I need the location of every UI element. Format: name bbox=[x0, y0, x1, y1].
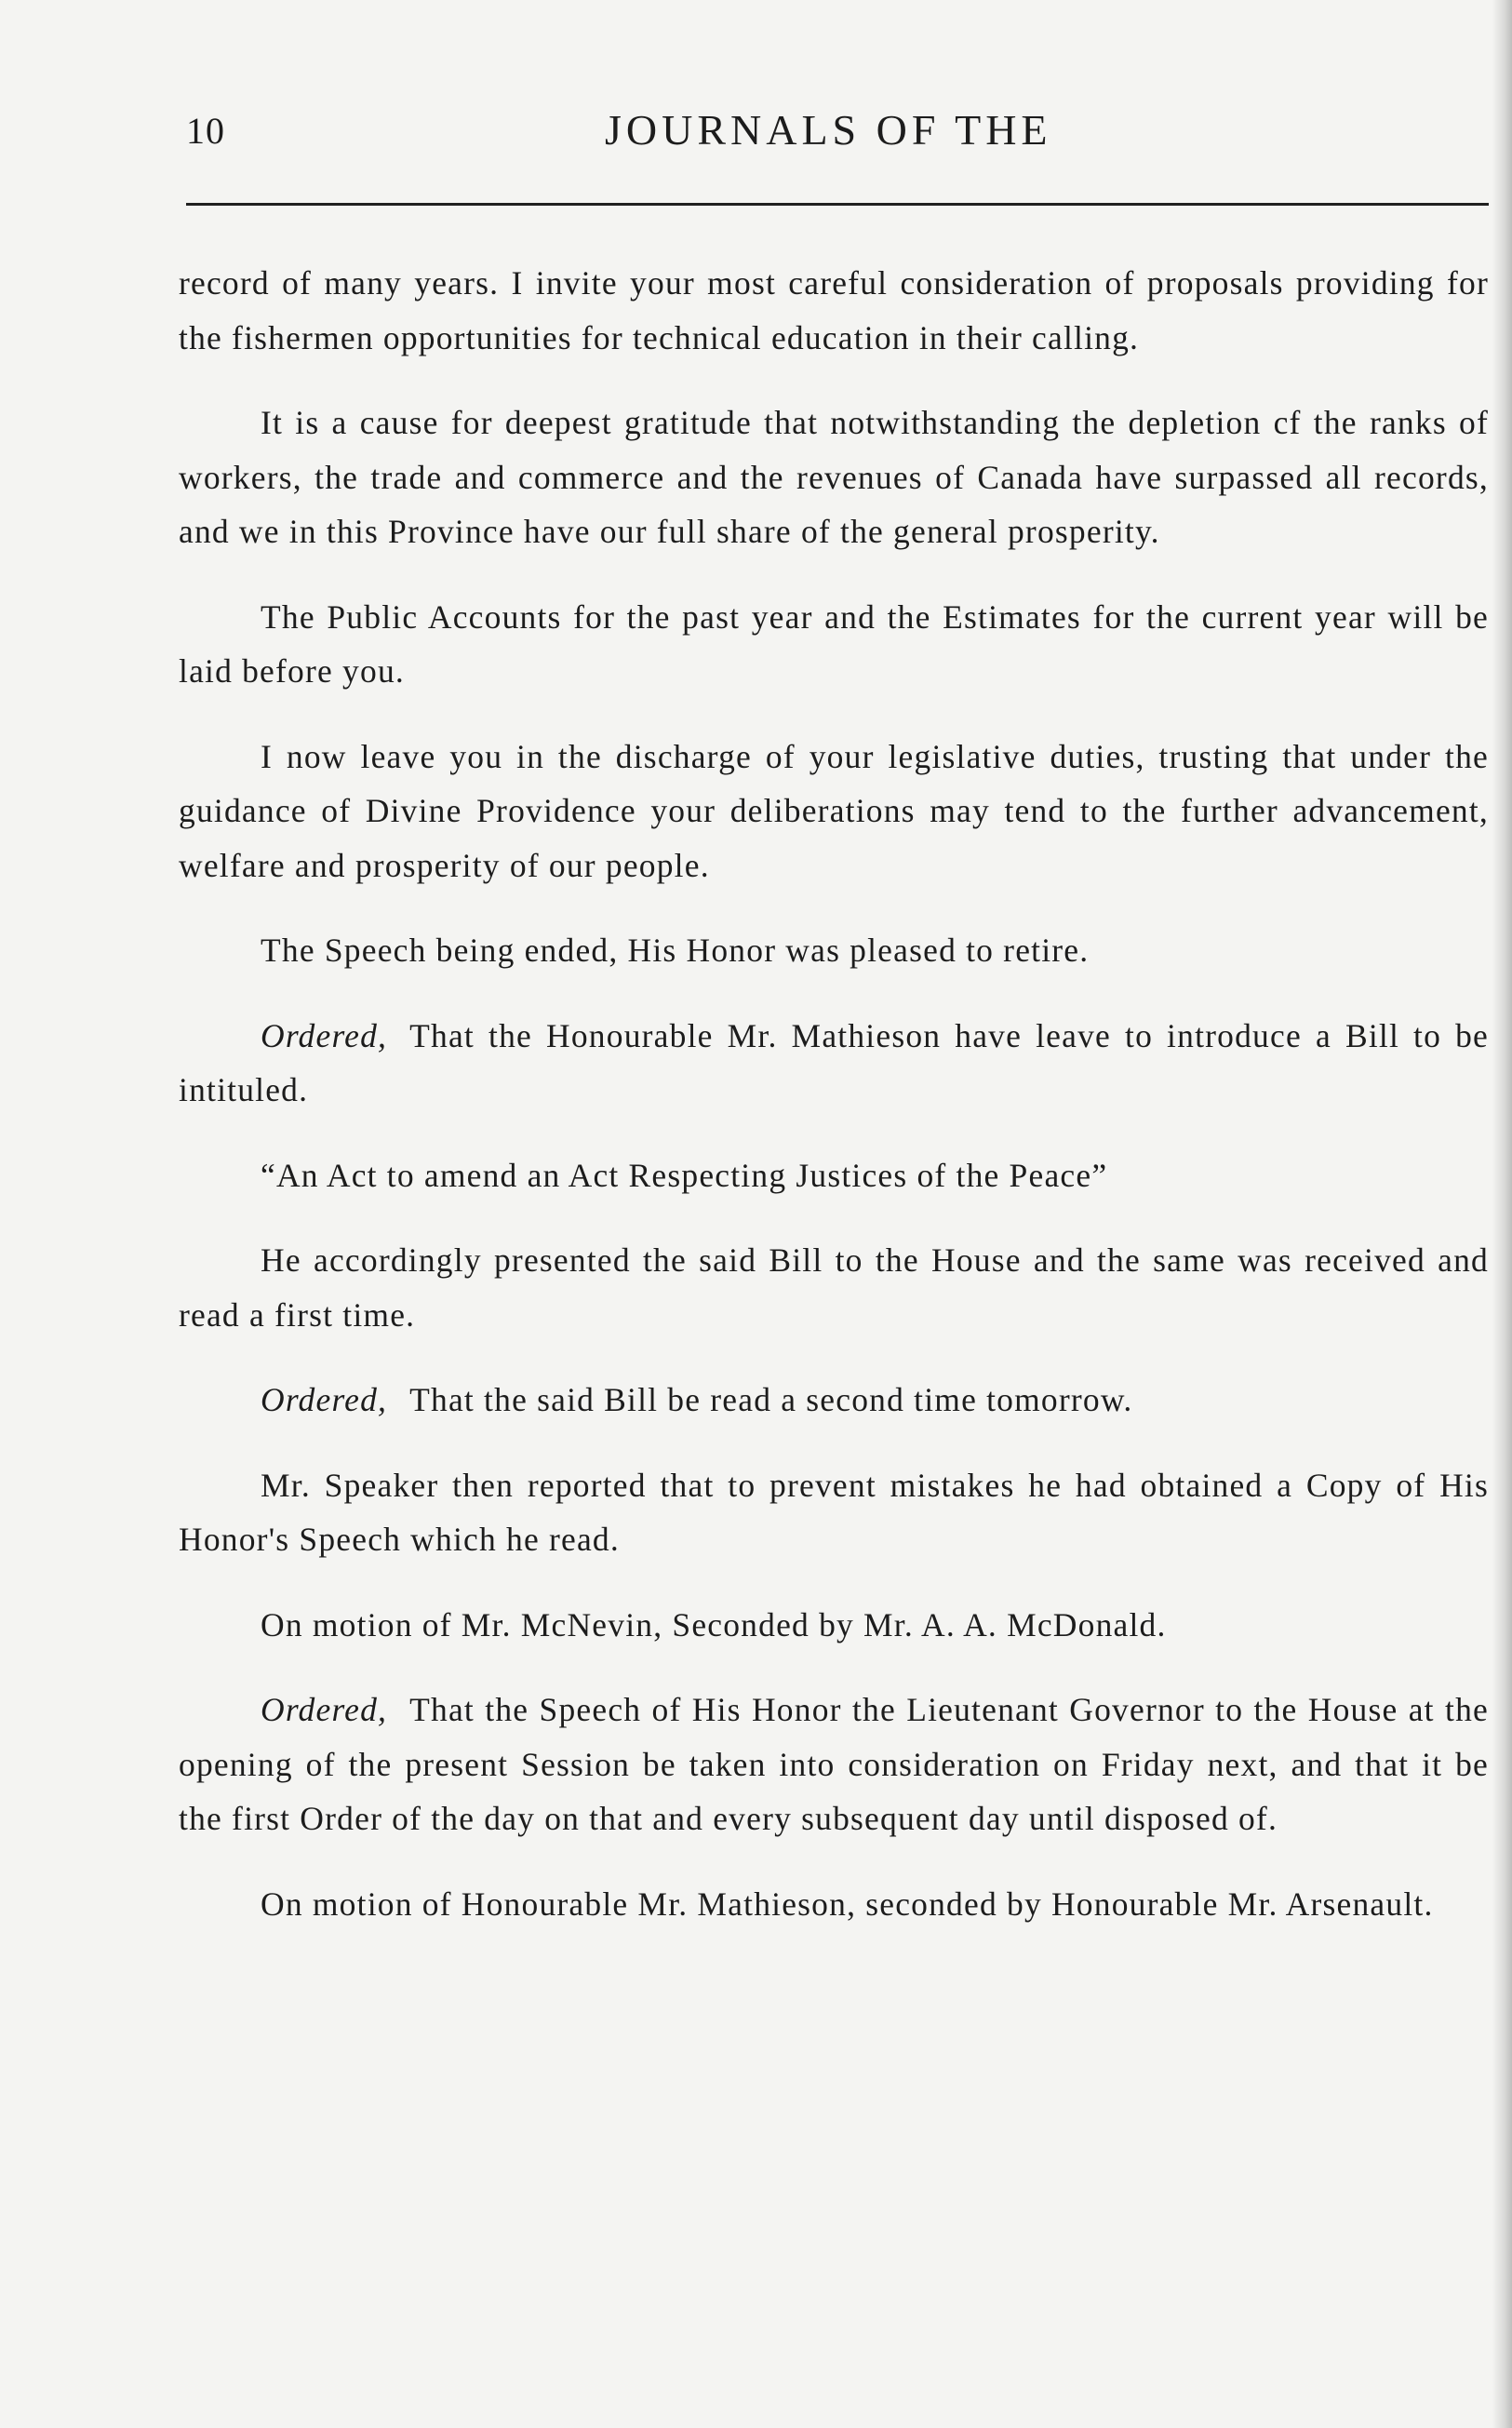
paragraph-1: record of many years. I invite your most careful consideration of proposals providing for the fishermen opportunities for technical education in their calling. bbox=[179, 264, 1489, 356]
paragraph-11: On motion of Mr. McNevin, Seconded by Mr. A. A. McDonald. bbox=[261, 1605, 1167, 1643]
paragraph-9-text: That the said Bill be read a second time tomorrow. bbox=[409, 1381, 1133, 1418]
page-header bbox=[186, 98, 1489, 163]
paragraph-9 bbox=[179, 1373, 1489, 1428]
paragraph-8: He accordingly presented the said Bill to the House and the same was received and read a first time. bbox=[179, 1241, 1489, 1334]
page-body bbox=[179, 256, 1489, 1962]
paragraph-12 bbox=[179, 1683, 1489, 1846]
paragraph-3: The Public Accounts for the past year and the Estimates for the current year will be laid before you. bbox=[179, 597, 1489, 690]
paragraph-6-text: That the Honourable Mr. Mathieson have leave to introduce a Bill to be intituled. bbox=[179, 1016, 1489, 1108]
paragraph-13: On motion of Honourable Mr. Mathieson, seconded by Honourable Mr. Arsenault. bbox=[261, 1885, 1434, 1923]
paragraph-10: Mr. Speaker then reported that to prevent mistakes he had obtained a Copy of His Honor's Speech which he read. bbox=[179, 1466, 1489, 1558]
ordered-label: Ordered, bbox=[261, 1381, 388, 1418]
running-head: JOURNALS OF THE bbox=[605, 106, 1052, 154]
paragraph-4: I now leave you in the discharge of your legislative duties, trusting that under the guidance of Divine Providence your deliberations may tend to the further advancement, welfare and prosperity of our people. bbox=[179, 737, 1489, 884]
ordered-label: Ordered, bbox=[261, 1691, 388, 1728]
paragraph-2: It is a cause for deepest gratitude that notwithstanding the depletion cf the ranks of workers, the trade and commerce and the revenues of Canada have surpassed all records, and we in this Province have our full share of the general prosperity. bbox=[179, 404, 1489, 550]
paragraph-6 bbox=[179, 1009, 1489, 1118]
paragraph-12-text: That the Speech of His Honor the Lieutenant Governor to the House at the opening of the present Session be taken into consideration on Friday next, and that it be the first Order of the day on that and every subsequent day until disposed of. bbox=[179, 1691, 1489, 1837]
paragraph-7: “An Act to amend an Act Respecting Justices of the Peace” bbox=[261, 1156, 1108, 1194]
header-rule bbox=[186, 203, 1489, 206]
ordered-label: Ordered, bbox=[261, 1016, 388, 1054]
page-number: 10 bbox=[186, 110, 225, 152]
page-edge-shadow bbox=[1492, 0, 1512, 2428]
paragraph-5: The Speech being ended, His Honor was pleased to retire. bbox=[261, 932, 1090, 969]
